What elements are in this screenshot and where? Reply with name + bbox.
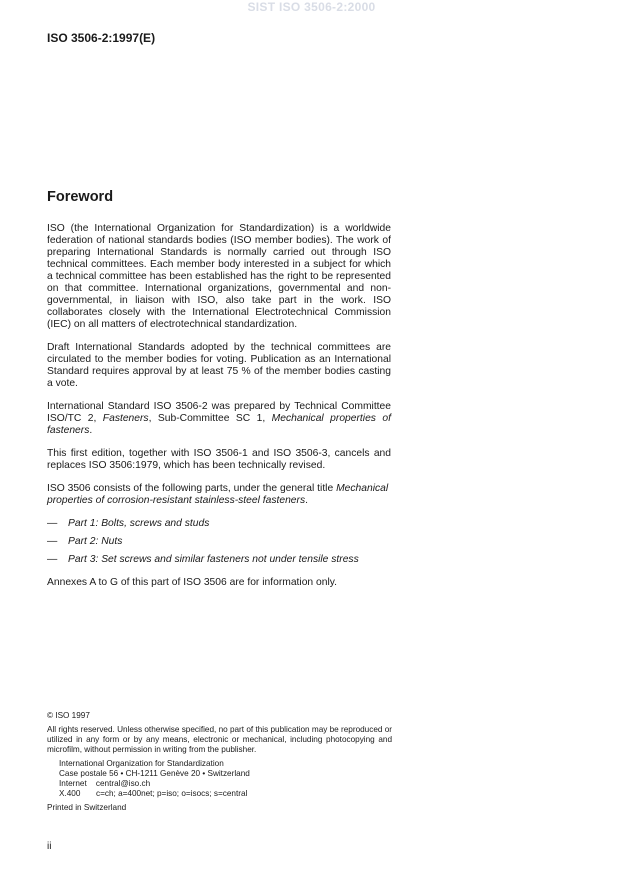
list-item	[47, 518, 391, 530]
paragraph-prepared-by	[47, 401, 391, 437]
x400-label: X.400	[59, 789, 81, 798]
watermark: SIST ISO 3506-2:2000	[247, 0, 376, 14]
paragraph-parts-intro	[47, 483, 391, 507]
paragraph-iso-intro: ISO (the International Organization for Standardization) is a worldwide federation of national standards bodies (ISO member bodies). The work of preparing International Standards is normally carried out through ISO technical committees. Each member body interested in a subject for which a technical committee has been established has the right to be represented on that committee. International organizations, governmental and non-governmental, in liaison with ISO, also take part in the work. ISO collaborates closely with the International Electrotechnical Commission (IEC) on all matters of electrotechnical standardization.	[47, 223, 391, 330]
paragraph-annexes: Annexes A to G of this part of ISO 3506 are for information only.	[47, 577, 337, 588]
dash-bullet: —	[47, 518, 58, 529]
general-title: Mechanical properties of corrosion-resistant stainless-steel fasteners	[47, 483, 389, 506]
copyright-block	[47, 711, 392, 813]
dash-bullet: —	[47, 554, 58, 565]
rights-statement: All rights reserved. Unless otherwise specified, no part of this publication may be reproduced or utilized in any form or by any means, electronic or mechanical, including photocopying and microfilm, without permission in writing from the publisher.	[47, 725, 392, 754]
part-3-title: Part 3: Set screws and similar fasteners not under tensile stress	[68, 554, 359, 565]
page-number: ii	[47, 841, 52, 852]
x400-value: c=ch; a=400net; p=iso; o=isocs; s=central	[96, 789, 248, 798]
part-1-title: Part 1: Bolts, screws and studs	[68, 518, 210, 529]
section-heading: Foreword	[47, 189, 114, 205]
list-item	[47, 554, 391, 566]
committee-title: Fasteners	[102, 413, 149, 424]
part-2-title: Part 2: Nuts	[68, 536, 123, 547]
prepared-by-end: .	[89, 425, 93, 436]
parts-intro-end: .	[305, 495, 308, 506]
document-id: ISO 3506-2:1997(E)	[47, 31, 156, 45]
paragraph-edition: This first edition, together with ISO 3506-1 and ISO 3506-3, cancels and replaces ISO 3506:1979, which has been technically revised.	[47, 448, 391, 471]
printed-in: Printed in Switzerland	[47, 803, 127, 812]
organization-name: International Organization for Standardization	[59, 759, 224, 768]
postal-address: Case postale 56 • CH-1211 Genève 20 • Switzerland	[59, 769, 250, 778]
x400-address	[47, 789, 392, 799]
parts-intro-text: ISO 3506 consists of the following parts, under the general title	[47, 483, 337, 494]
prepared-by-text: International Standard ISO 3506-2 was prepared by Technical Committee ISO/TC 2,	[47, 401, 391, 424]
paragraph-draft-standards: Draft International Standards adopted by the technical committees are circulated to the member bodies for voting. Publication as an International Standard requires approval by at least 75 % of the member bodies casting a vote.	[47, 342, 391, 389]
copyright-notice: © ISO 1997	[47, 711, 90, 720]
list-item	[47, 536, 391, 548]
subcommittee-text: , Sub-Committee SC 1,	[148, 413, 272, 424]
foreword-body	[47, 223, 391, 600]
subcommittee-title: Mechanical properties of fasteners	[47, 413, 391, 436]
dash-bullet: —	[47, 536, 58, 547]
internet-address: Internet central@iso.ch	[59, 779, 151, 788]
